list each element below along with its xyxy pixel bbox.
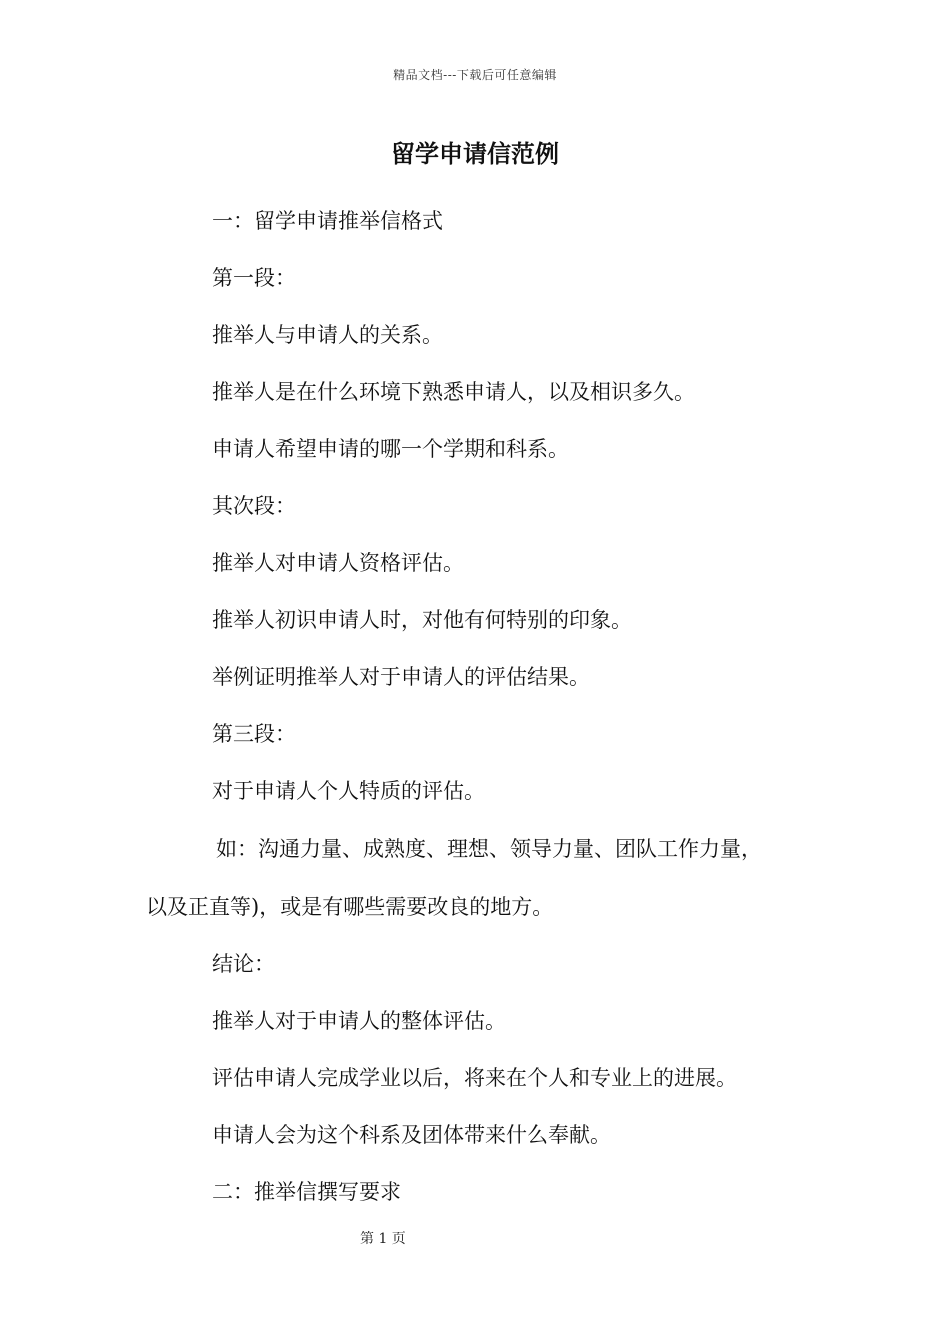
- paragraph: 推举人对申请人资格评估。: [212, 551, 464, 575]
- paragraph: 评估申请人完成学业以后，将来在个人和专业上的进展。: [212, 1066, 737, 1090]
- section-heading-1: 一：留学申请推举信格式: [212, 209, 443, 233]
- paragraph: 申请人希望申请的哪一个学期和科系。: [212, 437, 569, 461]
- paragraph: 推举人初识申请人时，对他有何特别的印象。: [212, 608, 632, 632]
- paragraph-continuation: 以及正直等)，或是有哪些需要改良的地方。: [146, 895, 554, 919]
- document-title: 留学申请信范例: [391, 139, 559, 168]
- page-number: 第 1 页: [360, 1231, 406, 1247]
- paragraph-heading: 第一段：: [212, 266, 296, 290]
- paragraph-heading: 结论：: [212, 952, 275, 976]
- paragraph: 推举人是在什么环境下熟悉申请人，以及相识多久。: [212, 380, 695, 404]
- paragraph: 推举人与申请人的关系。: [212, 323, 443, 347]
- paragraph: 对于申请人个人特质的评估。: [212, 779, 485, 803]
- page-header: 精品文档---下载后可任意编辑: [393, 68, 557, 82]
- paragraph: 如：沟通力量、成熟度、理想、领导力量、团队工作力量，: [216, 837, 762, 861]
- paragraph-heading: 其次段：: [212, 494, 296, 518]
- paragraph: 推举人对于申请人的整体评估。: [212, 1009, 506, 1033]
- paragraph: 举例证明推举人对于申请人的评估结果。: [212, 665, 590, 689]
- section-heading-2: 二：推举信撰写要求: [212, 1180, 401, 1204]
- paragraph: 申请人会为这个科系及团体带来什么奉献。: [212, 1123, 611, 1147]
- paragraph-heading: 第三段：: [212, 722, 296, 746]
